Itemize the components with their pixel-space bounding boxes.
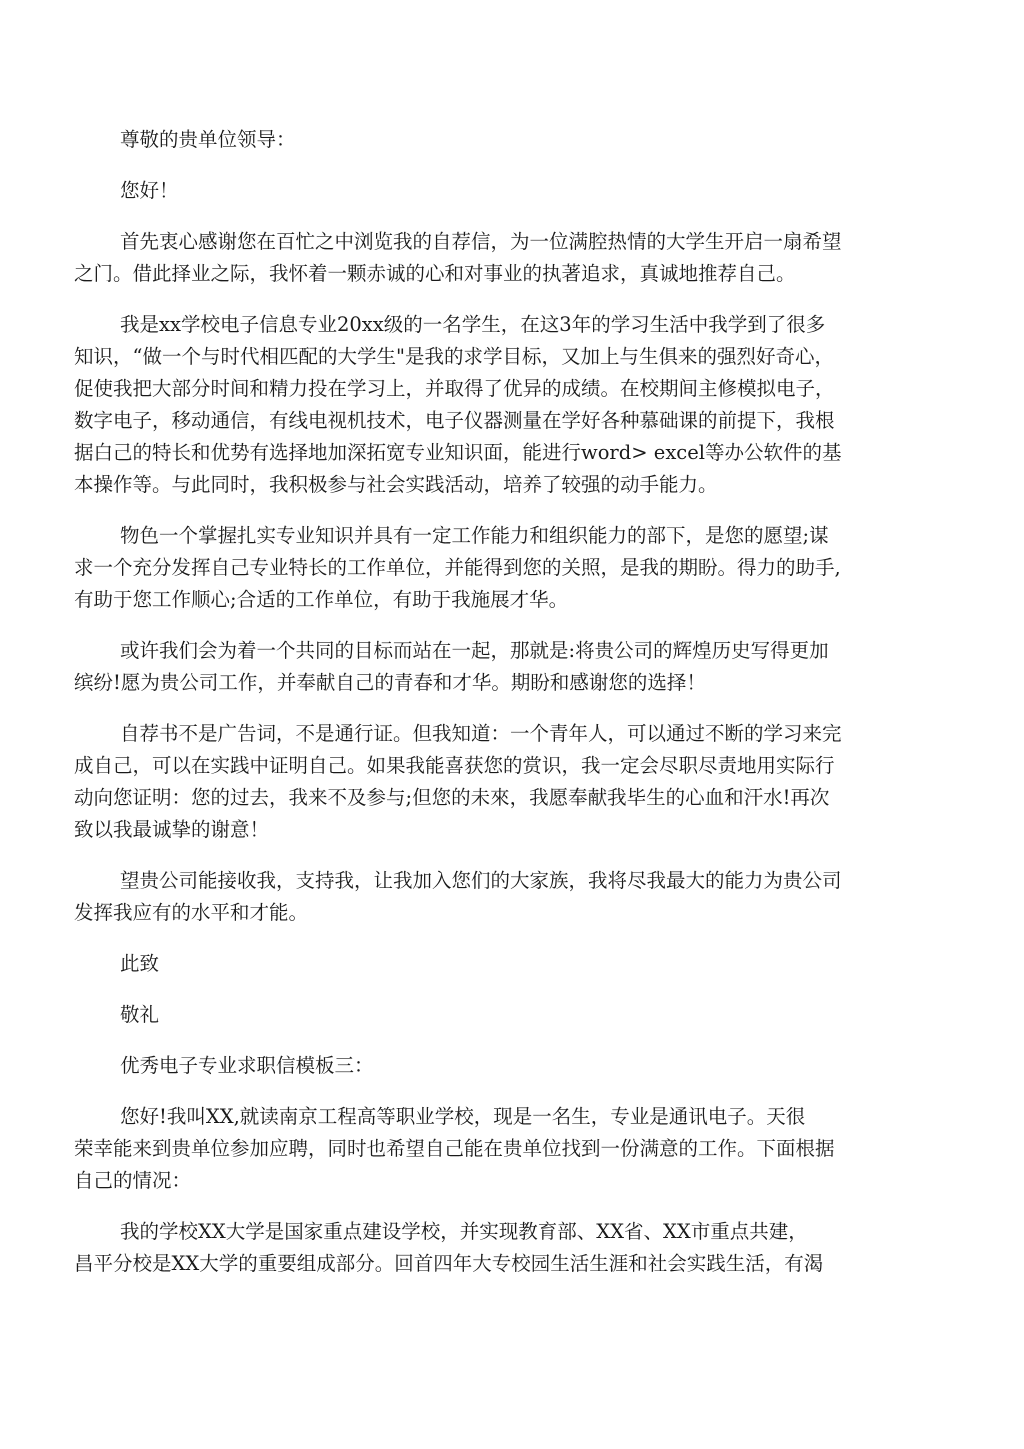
- text-line: 知识，“做一个与时代相匹配的大学生"是我的求学目标，又加上与生俱来的强烈好奇心，: [74, 345, 834, 368]
- text-line: 动向您证明：您的过去，我来不及参与;但您的未來，我愿奉献我毕生的心血和汗水!再次: [74, 786, 830, 809]
- text-line: 致以我最诚挚的谢意！: [74, 818, 270, 841]
- paragraph-goal: [74, 635, 904, 699]
- paragraph-template3-intro: [74, 1101, 904, 1197]
- text-line: 荣幸能来到贵单位参加应聘，同时也希望自己能在贵单位找到一份满意的工作。下面根据: [74, 1137, 835, 1160]
- text-line: 望贵公司能接收我，支持我，让我加入您们的大家族，我将尽我最大的能力为贵公司: [120, 869, 842, 892]
- text-line: 您好!我叫XX,就读南京工程高等职业学校，现是一名生，专业是通讯电子。天很: [120, 1105, 806, 1128]
- text-line: 发挥我应有的水平和才能。: [74, 901, 309, 924]
- closing-cizhi: 此致: [120, 952, 160, 975]
- paragraph-self-recommendation: [74, 718, 904, 846]
- text-line: 有助于您工作顺心;合适的工作单位，有助于我施展才华。: [74, 588, 569, 611]
- section-heading: 优秀电子专业求职信模板三：: [120, 1054, 374, 1077]
- text-line: 自己的情况：: [74, 1169, 192, 1192]
- paragraph-wish: [74, 520, 904, 616]
- text-line: 我是xx学校电子信息专业20xx级的一名学生，在这3年的学习生活中我学到了很多: [120, 313, 826, 336]
- text-line: 或许我们会为着一个共同的目标而站在一起，那就是:将贵公司的辉煌历史写得更加: [120, 639, 829, 662]
- text-line: 物色一个掌握扎实专业知识并具有一定工作能力和组织能力的部下，是您的愿望;谋: [120, 524, 829, 547]
- text-line: 成自己，可以在实践中证明自己。如果我能喜获您的赏识，我一定会尽职尽责地用实际行: [74, 754, 835, 777]
- text-line: 据白己的特长和优势有选择地加深拓宽专业知识面，能进行word> excel等办公软件的基: [74, 441, 842, 464]
- document-page: [74, 124, 904, 1299]
- text-line: 本操作等。与此同时，我积极参与社会实践活动，培养了较强的动手能力。: [74, 473, 718, 496]
- text-line: 求一个充分发挥自己专业特长的工作单位，并能得到您的关照，是我的期盼。得力的助手,: [74, 556, 841, 579]
- text-line: 之门。借此择业之际，我怀着一颗赤诚的心和对事业的执著追求，真诚地推荐自己。: [74, 262, 796, 285]
- greeting: 您好！: [120, 179, 179, 202]
- text-line: 缤纷!愿为贵公司工作，并奉献自己的青春和才华。期盼和感谢您的选择！: [74, 671, 706, 694]
- text-line: 自荐书不是广告词，不是通行证。但我知道：一个青年人，可以通过不断的学习来完: [120, 722, 842, 745]
- text-line: 首先衷心感谢您在百忙之中浏览我的自荐信，为一位满腔热情的大学生开启一扇希望: [120, 230, 842, 253]
- paragraph-template3-school: [74, 1216, 904, 1280]
- paragraph-introduction: [74, 309, 904, 501]
- closing-jingli: 敬礼: [120, 1003, 160, 1026]
- paragraph-thanks: [74, 226, 904, 290]
- paragraph-hope: [74, 865, 904, 929]
- text-line: 昌平分校是XX大学的重要组成部分。回首四年大专校园生活生涯和社会实践生活，有渴: [74, 1252, 824, 1275]
- salutation: 尊敬的贵单位领导：: [120, 128, 296, 151]
- text-line: 促使我把大部分时间和精力投在学习上，并取得了优异的成绩。在校期间主修模拟电子，: [74, 377, 835, 400]
- text-line: 数字电子，移动通信，有线电视机技术，电子仪器测量在学好各种慕础课的前提下，我根: [74, 409, 835, 432]
- text-line: 我的学校XX大学是国家重点建设学校，并实现教育部、XX省、XX市重点共建，: [120, 1220, 808, 1243]
